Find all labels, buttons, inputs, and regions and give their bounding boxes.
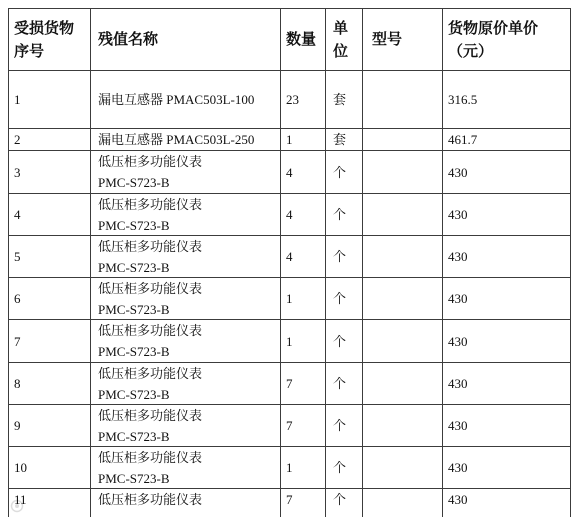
unit-cell <box>326 363 363 405</box>
quantity-cell <box>281 194 326 236</box>
quantity-cell <box>281 489 326 517</box>
quantity-text: 4 <box>286 164 293 180</box>
item-name-line: PMC-S723-B <box>98 301 170 317</box>
item-name-line: PMC-S723-B <box>98 259 170 275</box>
header-item-name-label: 残值名称 <box>98 30 159 48</box>
quantity-cell <box>281 151 326 194</box>
unit-text: 个 <box>333 207 347 222</box>
quantity-cell <box>281 71 326 129</box>
item-name-cell <box>91 71 281 129</box>
serial-number-text: 5 <box>14 249 21 264</box>
unit-text: 个 <box>333 418 347 433</box>
unit-price-text: 430 <box>448 333 468 349</box>
item-name-cell <box>91 363 281 405</box>
header-unit-price-label: 货物原价单价（元） <box>448 18 539 60</box>
item-name-line: PMC-S723-B <box>98 428 170 444</box>
item-name-cell <box>91 320 281 363</box>
unit-price-cell <box>443 278 571 320</box>
table-row <box>9 151 571 194</box>
serial-number-cell <box>9 129 91 151</box>
item-name-line: 漏电互感器 PMAC503L-250 <box>98 132 255 147</box>
item-name-line: 低压柜多功能仪表 <box>98 449 203 465</box>
unit-cell <box>326 278 363 320</box>
table-row <box>9 71 571 129</box>
serial-number-cell <box>9 151 91 194</box>
model-cell <box>363 320 443 363</box>
item-name-line: 低压柜多功能仪表 <box>98 407 203 423</box>
quantity-cell <box>281 236 326 278</box>
item-name-cell <box>91 129 281 151</box>
table-row <box>9 129 571 151</box>
unit-price-text: 430 <box>448 207 468 222</box>
item-name-line: PMC-S723-B <box>98 217 170 233</box>
item-name-cell <box>91 489 281 517</box>
quantity-cell <box>281 405 326 447</box>
header-unit-label: 单位 <box>333 18 349 60</box>
serial-number-cell <box>9 489 91 517</box>
model-cell <box>363 236 443 278</box>
item-name-line: 低压柜多功能仪表 <box>98 323 203 338</box>
unit-text: 个 <box>333 333 347 349</box>
unit-text: 个 <box>333 492 347 507</box>
quantity-text: 1 <box>286 333 293 349</box>
item-name-cell <box>91 447 281 489</box>
serial-number-text: 6 <box>14 291 21 306</box>
table-row <box>9 405 571 447</box>
item-name-line: 低压柜多功能仪表 <box>98 154 203 169</box>
table-row <box>9 320 571 363</box>
serial-number-cell <box>9 320 91 363</box>
unit-price-cell <box>443 489 571 517</box>
unit-price-cell <box>443 151 571 194</box>
item-name-line: 低压柜多功能仪表 <box>98 238 203 254</box>
unit-text: 个 <box>333 164 347 180</box>
serial-number-text: 4 <box>14 207 21 222</box>
table-header-row <box>9 9 571 71</box>
table-row <box>9 489 571 517</box>
header-unit <box>326 9 363 71</box>
unit-price-text: 430 <box>448 492 468 507</box>
quantity-text: 7 <box>286 376 293 391</box>
header-item-name <box>91 9 281 71</box>
item-name-cell <box>91 278 281 320</box>
item-name-line: 低压柜多功能仪表 <box>98 196 203 212</box>
header-model-label: 型号 <box>372 30 403 48</box>
unit-text: 套 <box>333 132 347 147</box>
serial-number-text: 9 <box>14 418 21 433</box>
serial-number-cell <box>9 236 91 278</box>
unit-price-text: 461.7 <box>448 132 478 147</box>
residual-value-table <box>8 8 571 517</box>
unit-text: 个 <box>333 376 347 391</box>
unit-price-cell <box>443 447 571 489</box>
header-serial-number <box>9 9 91 71</box>
unit-cell <box>326 194 363 236</box>
model-cell <box>363 71 443 129</box>
table-row <box>9 447 571 489</box>
serial-number-text: 11 <box>14 492 27 507</box>
quantity-cell <box>281 363 326 405</box>
header-unit-price <box>443 9 571 71</box>
item-name-line: 漏电互感器 PMAC503L-100 <box>98 92 255 107</box>
unit-price-cell <box>443 363 571 405</box>
unit-price-text: 430 <box>448 249 468 264</box>
unit-price-cell <box>443 71 571 129</box>
serial-number-cell <box>9 194 91 236</box>
serial-number-text: 7 <box>14 333 21 349</box>
unit-cell <box>326 71 363 129</box>
unit-text: 个 <box>333 291 347 306</box>
serial-number-text: 1 <box>14 92 21 107</box>
item-name-line: PMC-S723-B <box>98 470 170 486</box>
quantity-cell <box>281 129 326 151</box>
item-name-line: 低压柜多功能仪表 <box>98 365 203 381</box>
header-model <box>363 9 443 71</box>
quantity-text: 4 <box>286 249 293 264</box>
table-row <box>9 363 571 405</box>
unit-price-cell <box>443 129 571 151</box>
table-row <box>9 194 571 236</box>
unit-text: 个 <box>333 249 347 264</box>
item-name-line: PMC-S723-B <box>98 175 170 190</box>
unit-price-text: 430 <box>448 418 468 433</box>
quantity-text: 1 <box>286 132 293 147</box>
serial-number-cell <box>9 278 91 320</box>
model-cell <box>363 489 443 517</box>
serial-number-text: 3 <box>14 164 21 180</box>
quantity-text: 7 <box>286 492 293 507</box>
unit-price-cell <box>443 320 571 363</box>
model-cell <box>363 151 443 194</box>
quantity-cell <box>281 320 326 363</box>
serial-number-text: 8 <box>14 376 21 391</box>
unit-price-text: 316.5 <box>448 92 478 107</box>
unit-price-cell <box>443 194 571 236</box>
header-quantity <box>281 9 326 71</box>
header-quantity-label: 数量 <box>286 30 317 48</box>
unit-text: 个 <box>333 460 347 475</box>
item-name-cell <box>91 405 281 447</box>
unit-cell <box>326 405 363 447</box>
serial-number-cell <box>9 447 91 489</box>
unit-cell <box>326 236 363 278</box>
serial-number-text: 10 <box>14 460 27 475</box>
unit-price-cell <box>443 236 571 278</box>
model-cell <box>363 129 443 151</box>
model-cell <box>363 278 443 320</box>
model-cell <box>363 447 443 489</box>
unit-cell <box>326 489 363 517</box>
quantity-cell <box>281 447 326 489</box>
unit-price-cell <box>443 405 571 447</box>
unit-price-text: 430 <box>448 291 468 306</box>
unit-price-text: 430 <box>448 460 468 475</box>
serial-number-cell <box>9 71 91 129</box>
quantity-text: 1 <box>286 460 293 475</box>
item-name-line: PMC-S723-B <box>98 344 170 359</box>
table-row <box>9 236 571 278</box>
unit-cell <box>326 447 363 489</box>
unit-cell <box>326 151 363 194</box>
quantity-text: 23 <box>286 92 299 107</box>
table-body <box>9 71 571 517</box>
serial-number-text: 2 <box>14 132 21 147</box>
serial-number-cell <box>9 405 91 447</box>
model-cell <box>363 405 443 447</box>
item-name-cell <box>91 194 281 236</box>
quantity-text: 4 <box>286 207 293 222</box>
item-name-cell <box>91 236 281 278</box>
item-name-line: 低压柜多功能仪表 <box>98 492 203 507</box>
model-cell <box>363 363 443 405</box>
item-name-line: 低压柜多功能仪表 <box>98 280 203 296</box>
unit-cell <box>326 129 363 151</box>
table-row <box>9 278 571 320</box>
unit-cell <box>326 320 363 363</box>
model-cell <box>363 194 443 236</box>
quantity-cell <box>281 278 326 320</box>
header-serial-number-label: 受损货物序号 <box>14 18 75 60</box>
unit-price-text: 430 <box>448 376 468 391</box>
serial-number-cell <box>9 363 91 405</box>
quantity-text: 7 <box>286 418 293 433</box>
unit-price-text: 430 <box>448 164 468 180</box>
item-name-cell <box>91 151 281 194</box>
unit-text: 套 <box>333 92 347 107</box>
item-name-line: PMC-S723-B <box>98 386 170 402</box>
quantity-text: 1 <box>286 291 293 306</box>
